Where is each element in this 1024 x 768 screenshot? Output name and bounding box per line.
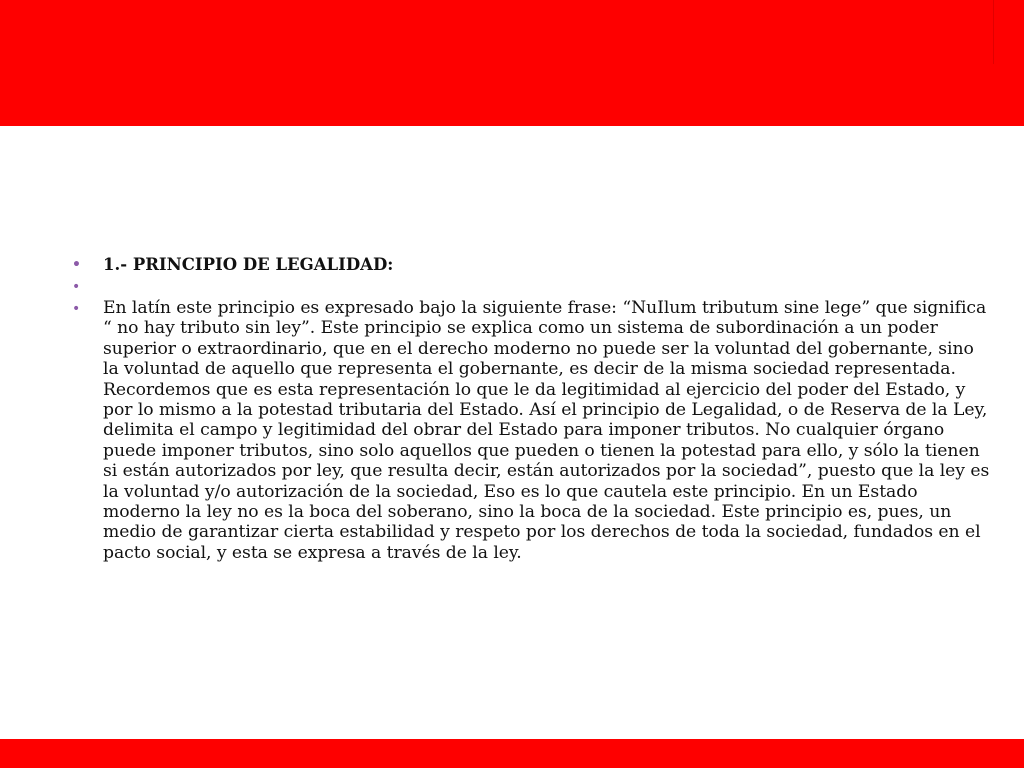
bullet-icon: • (72, 279, 81, 295)
body-paragraph: En latín este principio es expresado bajo la siguiente frase: “NuIlum tributum sine lege” que significa “ no hay tributo sin ley”. Este principio se explica como un sistema de subordinación a un poder superior o extraordinario, que en el derecho moderno no puede ser la voluntad del gobernante, sino la voluntad de aquello que representa el gobernante, es decir de la misma sociedad representada. Recordemos que es esta representación lo que le da legitimidad al ejercicio del poder del Estado, y por lo mismo a la potestad tributaria del Estado. Así el principio de Legalidad, o de Reserva de la Ley, delimita el campo y legitimidad del obrar del Estado para imponer tributos. No cualquier órgano puede imponer tributos, sino solo aquellos que pueden o tienen la potestad para ello, y sólo la tienen si están autorizados por ley, que resulta decir, están autorizados por la sociedad”, puesto que la ley es la voluntad y/o autorización de la sociedad, Eso es lo que cautela este principio. En un Estado moderno la ley no es la boca del soberano, sino la boca de la sociedad. Este principio es, pues, un medio de garantizar cierta estabilidad y respeto por los derechos de toda la sociedad, fundados en el pacto social, y esta se expresa a través de la ley. (103, 298, 990, 563)
list-item-paragraph (72, 298, 992, 563)
top-band-edge-line (993, 0, 994, 64)
bullet-list (72, 254, 992, 563)
bottom-red-band (0, 739, 1024, 768)
list-item-heading (72, 254, 992, 276)
top-red-band (0, 0, 1024, 126)
section-heading: 1.- PRINCIPIO DE LEGALIDAD: (103, 255, 394, 274)
bullet-icon: • (72, 257, 81, 273)
bullet-icon: • (72, 301, 81, 317)
list-item-empty (72, 276, 992, 298)
